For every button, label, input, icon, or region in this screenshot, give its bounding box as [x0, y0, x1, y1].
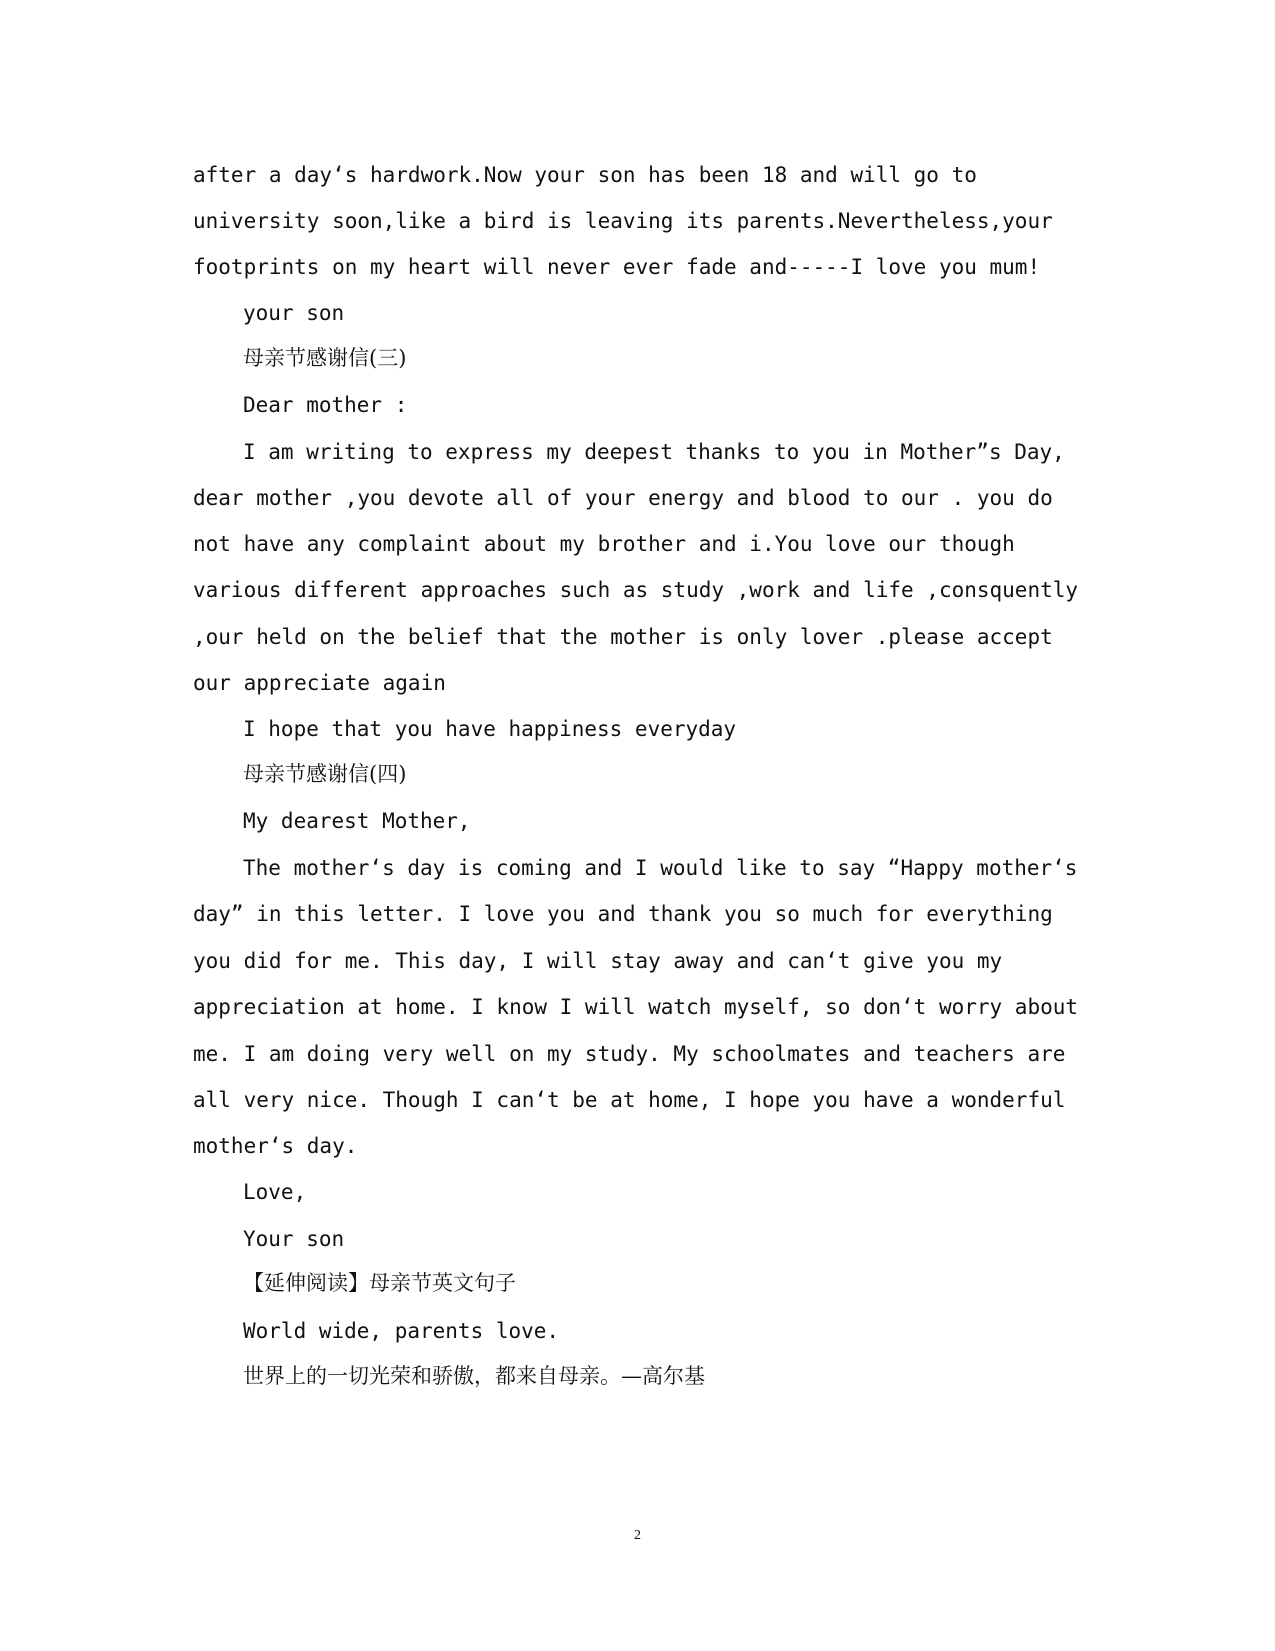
text-line: dear mother ,you devote all of your energy and blood to our . you do — [193, 486, 1053, 510]
section-heading: 【延伸阅读】母亲节英文句子 — [243, 1271, 516, 1295]
page-number: 2 — [634, 1528, 641, 1543]
text-line: not have any complaint about my brother and i.You love our though — [193, 532, 1015, 556]
text-line: ,our held on the belief that the mother is only lover .please accept — [193, 625, 1053, 649]
text-line: mother‘s day. — [193, 1134, 358, 1158]
salutation: Dear mother : — [243, 393, 408, 417]
text-line: university soon,like a bird is leaving its parents.Nevertheless,your — [193, 209, 1053, 233]
signature-line: Your son — [243, 1227, 345, 1251]
signature-line: your son — [243, 301, 345, 325]
quote-line: 世界上的一切光荣和骄傲，都来自母亲。—高尔基 — [243, 1364, 705, 1388]
text-line: I hope that you have happiness everyday — [243, 717, 737, 741]
text-line: all very nice. Though I can‘t be at home, I hope you have a wonderful — [193, 1088, 1066, 1112]
text-line: footprints on my heart will never ever fade and-----I love you mum! — [193, 255, 1041, 279]
text-line: The mother‘s day is coming and I would like to say “Happy mother‘s — [243, 856, 1078, 880]
section-heading: 母亲节感谢信(四) — [243, 762, 407, 786]
closing-line: Love, — [243, 1180, 307, 1204]
text-line: appreciation at home. I know I will watch myself, so don‘t worry about — [193, 995, 1079, 1019]
text-line: you did for me. This day, I will stay away and can‘t give you my — [193, 949, 1003, 973]
text-line: World wide, parents love. — [243, 1319, 560, 1343]
section-heading: 母亲节感谢信(三) — [243, 346, 407, 370]
text-line: I am writing to express my deepest thanks to you in Mother”s Day, — [243, 440, 1065, 464]
text-line: various different approaches such as study ,work and life ,consquently — [193, 578, 1079, 602]
text-line: our appreciate again — [193, 671, 446, 695]
salutation: My dearest Mother, — [243, 809, 471, 833]
text-line: me. I am doing very well on my study. My schoolmates and teachers are — [193, 1042, 1066, 1066]
text-line: after a day‘s hardwork.Now your son has been 18 and will go to — [193, 163, 977, 187]
text-line: day” in this letter. I love you and thank you so much for everything — [193, 902, 1053, 926]
